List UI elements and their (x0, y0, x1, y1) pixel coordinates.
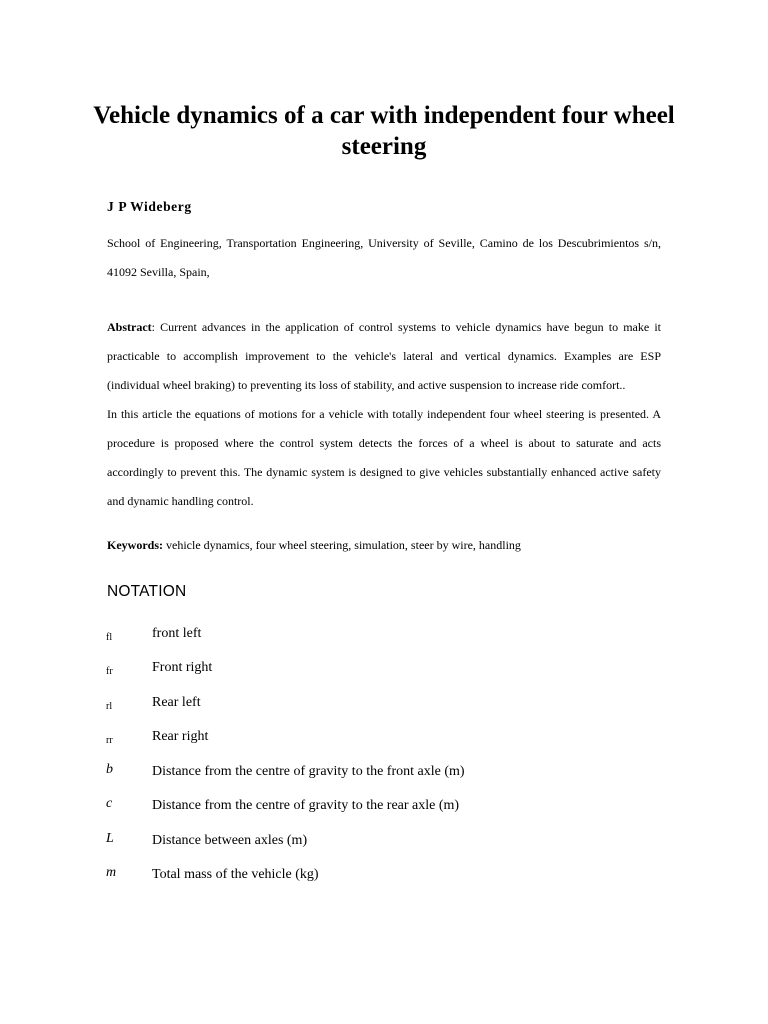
paper-title: Vehicle dynamics of a car with independent four wheel steering (93, 102, 675, 160)
notation-symbol: b (106, 762, 113, 777)
keywords-label: Keywords: (107, 538, 163, 552)
notation-symbol: L (106, 831, 114, 846)
notation-description: Rear left (152, 695, 201, 710)
notation-description: Distance from the centre of gravity to the rear axle (m) (152, 798, 460, 813)
notation-symbol: rl (106, 701, 113, 712)
notation-item (0, 790, 768, 825)
keywords-line (107, 531, 521, 560)
notation-item (0, 859, 768, 894)
notation-description: front left (152, 626, 202, 641)
author-affiliation: School of Engineering, Transportation Engineering, University of Seville, Camino de los Descubrimientos s/n, 41092 Sevilla, Spain, (107, 236, 661, 279)
notation-symbol: fr (106, 666, 113, 677)
notation-symbol: rr (106, 735, 113, 746)
notation-item (0, 721, 768, 756)
keywords-text: vehicle dynamics, four wheel steering, simulation, steer by wire, handling (163, 538, 521, 552)
notation-description: Total mass of the vehicle (kg) (152, 867, 319, 882)
abstract-paragraph-2: In this article the equations of motions for a vehicle with totally independent four wheel steering is presented. A procedure is proposed where the control system detects the forces of a wheel is about to saturate and acts accordingly to prevent this. The dynamic system is designed to give vehicles substantially enhanced active safety and dynamic handling control. (107, 407, 661, 508)
notation-item (0, 652, 768, 687)
notation-symbol: m (106, 865, 117, 880)
notation-item (0, 687, 768, 722)
notation-description: Front right (152, 660, 213, 675)
author-name: J P Wideberg (107, 199, 192, 214)
notation-description: Distance from the centre of gravity to the front axle (m) (152, 764, 465, 779)
notation-item (0, 618, 768, 653)
notation-description: Distance between axles (m) (152, 833, 308, 848)
abstract-text-1: : Current advances in the application of control systems to vehicle dynamics have begun to make it practicable to accomplish improvement to the vehicle's lateral and vertical dynamics. Examples are ESP (individual wheel braking) to preventing its loss of stability, and active suspension to increase ride comfort.. (107, 320, 661, 392)
notation-heading: NOTATION (107, 583, 187, 600)
notation-symbol: c (106, 796, 113, 811)
notation-item (0, 825, 768, 860)
notation-symbol: fl (106, 632, 113, 643)
notation-item (0, 756, 768, 791)
notation-description: Rear right (152, 729, 209, 744)
abstract-section (107, 313, 661, 516)
abstract-paragraph-1 (107, 313, 661, 400)
abstract-label: Abstract (107, 320, 152, 334)
